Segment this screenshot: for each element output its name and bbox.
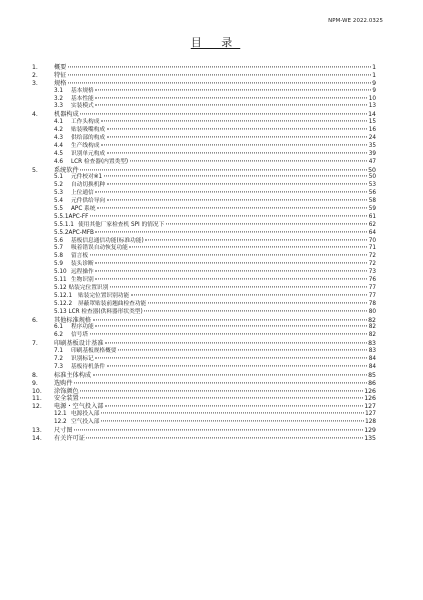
toc-entry[interactable] xyxy=(32,388,376,396)
toc-entry-page: 82 xyxy=(368,332,376,339)
toc-entry-title: 特征 xyxy=(54,71,67,79)
toc-entry-title: 生物识别 xyxy=(71,277,94,284)
toc-entry[interactable] xyxy=(32,340,376,348)
toc-entry[interactable] xyxy=(32,372,376,380)
dot-leader xyxy=(80,114,366,115)
toc-entry-page: 127 xyxy=(365,411,376,418)
toc-entry-page: 73 xyxy=(368,269,376,276)
dot-leader xyxy=(107,136,368,137)
toc-entry-page: 85 xyxy=(368,371,376,379)
dot-leader xyxy=(95,271,367,272)
toc-entry-title: 标准主体构成 xyxy=(54,371,92,379)
toc-entry-page: 84 xyxy=(368,355,376,362)
toc-entry[interactable] xyxy=(32,269,376,277)
toc-entry[interactable] xyxy=(32,435,376,443)
toc-entry-number: 6. xyxy=(32,316,38,324)
toc-entry[interactable] xyxy=(32,64,376,72)
toc-entry-page: 13 xyxy=(368,103,376,110)
toc-entry-title: APC 系统 xyxy=(71,206,96,213)
toc-entry-number: 5.1 xyxy=(54,174,64,181)
dot-leader xyxy=(107,129,368,130)
toc-entry-page: 127 xyxy=(364,403,376,411)
toc-entry-page: 53 xyxy=(368,182,376,189)
dot-leader xyxy=(95,278,367,279)
toc-entry-number: 5.2 xyxy=(54,182,64,189)
toc-entry-title: 生产线构成 xyxy=(71,142,100,149)
toc-entry-number: 4.2 xyxy=(54,127,64,134)
toc-entry-page: 77 xyxy=(368,292,376,299)
toc-entry-page: 83 xyxy=(368,340,376,348)
toc-entry-number: 5.9 xyxy=(54,261,64,268)
toc-entry-number: 5.7 xyxy=(54,245,64,252)
toc-entry-title: 使用其他厂家检查机 SPI 的情况下 xyxy=(78,221,165,228)
toc-entry[interactable] xyxy=(32,261,376,269)
toc-entry-title: 空气投入部 xyxy=(71,419,100,426)
toc-entry-page: 39 xyxy=(368,150,376,157)
dot-leader xyxy=(86,437,362,438)
dot-leader xyxy=(93,374,367,375)
toc-entry-page: 78 xyxy=(368,300,376,307)
toc-entry-page: 129 xyxy=(364,426,376,434)
toc-entry-title: 规格 xyxy=(54,79,67,87)
page-title xyxy=(0,36,423,49)
dot-leader xyxy=(101,144,367,145)
toc-entry[interactable] xyxy=(32,72,376,80)
toc-entry-title: 信号塔 xyxy=(71,332,89,339)
toc-entry-number: 5.5.1.1 xyxy=(54,221,74,228)
toc-entry-page: 62 xyxy=(368,221,376,228)
toc-entry-page: 76 xyxy=(368,277,376,284)
dot-leader xyxy=(130,160,368,161)
dot-leader xyxy=(148,302,368,303)
toc-entry-title: 基板待机条件 xyxy=(71,363,106,370)
toc-entry-number: 3.2 xyxy=(54,95,64,102)
toc-entry[interactable] xyxy=(32,198,376,206)
toc-entry-title: 程序功能 xyxy=(71,324,94,331)
toc-entry-title: 5.12 贴装完位置识别 xyxy=(54,284,109,291)
dot-leader xyxy=(118,349,367,350)
toc-entry-page: 24 xyxy=(368,135,376,142)
table-of-contents xyxy=(32,64,376,443)
toc-entry[interactable] xyxy=(32,206,376,214)
toc-entry-page: 77 xyxy=(368,284,376,291)
dot-leader xyxy=(144,310,367,311)
toc-entry-title: 机器构成 xyxy=(54,111,79,119)
toc-entry-number: 5.3 xyxy=(54,190,64,197)
toc-entry-page: 128 xyxy=(365,419,376,426)
toc-entry-page: 1 xyxy=(372,64,376,71)
toc-entry[interactable] xyxy=(32,364,376,372)
dot-leader xyxy=(95,231,367,232)
toc-entry-page: 82 xyxy=(368,316,376,324)
toc-entry-title: 装头诊断 xyxy=(71,261,94,268)
dot-leader xyxy=(93,319,367,320)
document-header: NPM-WE 2022.0325 xyxy=(328,18,383,24)
toc-entry-page: 135 xyxy=(364,434,376,442)
toc-entry-number: 6.1 xyxy=(54,324,64,331)
toc-entry-title: 5.5.1APC-FF xyxy=(54,213,89,220)
toc-entry-page: 9 xyxy=(372,79,376,87)
toc-entry-page: 50 xyxy=(368,174,376,181)
toc-entry-number: 7.1 xyxy=(54,348,64,355)
toc-entry-number: 4.3 xyxy=(54,135,64,142)
toc-entry-number: 11. xyxy=(32,395,42,403)
toc-entry-number: 4.5 xyxy=(54,150,64,157)
toc-entry-number: 12.1 xyxy=(54,411,67,418)
toc-entry-number: 7.2 xyxy=(54,355,64,362)
page-title-text: 目 录 xyxy=(190,36,241,49)
dot-leader xyxy=(145,239,367,240)
toc-entry-number: 5.5 xyxy=(54,206,64,213)
toc-entry[interactable] xyxy=(32,309,376,317)
dot-leader xyxy=(74,429,363,430)
dot-leader xyxy=(107,152,368,153)
dot-leader xyxy=(95,97,367,98)
toc-entry-title: 尺寸图 xyxy=(54,426,73,434)
dot-leader xyxy=(107,365,368,366)
toc-entry[interactable] xyxy=(32,88,376,96)
toc-entry-number: 12. xyxy=(32,403,42,411)
toc-entry-page: 82 xyxy=(368,324,376,331)
toc-entry-title: 基本规格 xyxy=(71,87,94,94)
toc-entry-page: 61 xyxy=(368,213,376,220)
toc-entry[interactable] xyxy=(32,135,376,143)
toc-entry-page: 64 xyxy=(368,229,376,236)
dot-leader xyxy=(166,223,367,224)
dot-leader xyxy=(105,343,367,344)
toc-entry-number: 2. xyxy=(32,71,38,79)
toc-entry[interactable] xyxy=(32,380,376,388)
toc-entry-title: 5.5.2APC-MFB xyxy=(54,229,94,236)
toc-entry-page: 1 xyxy=(372,71,376,79)
toc-entry-title: 供给部的构成 xyxy=(71,135,106,142)
toc-entry[interactable] xyxy=(32,427,376,435)
toc-entry-title: 印刷基板设计基准 xyxy=(54,340,104,348)
toc-entry[interactable] xyxy=(32,151,376,159)
dot-leader xyxy=(105,406,363,407)
dot-leader xyxy=(95,192,367,193)
toc-entry-page: 35 xyxy=(368,142,376,149)
toc-entry-page: 47 xyxy=(368,158,376,165)
toc-entry-title: 远程操作 xyxy=(71,269,94,276)
toc-entry-title: 留言板 xyxy=(71,253,89,260)
toc-entry[interactable] xyxy=(32,285,376,293)
toc-entry-page: 84 xyxy=(368,363,376,370)
toc-entry-title: 识别单元构成 xyxy=(71,150,106,157)
toc-entry-number: 3. xyxy=(32,79,38,87)
toc-entry-number: 7. xyxy=(32,340,38,348)
dot-leader xyxy=(68,66,371,67)
dot-leader xyxy=(80,398,362,399)
dot-leader xyxy=(95,357,367,358)
toc-entry-title: 概要 xyxy=(54,64,67,71)
toc-entry-number: 8. xyxy=(32,371,38,379)
toc-entry-page: 86 xyxy=(368,379,376,387)
toc-entry[interactable] xyxy=(32,143,376,151)
toc-entry-number: 4.1 xyxy=(54,119,64,126)
toc-entry[interactable] xyxy=(32,127,376,135)
toc-entry[interactable] xyxy=(32,214,376,222)
dot-leader xyxy=(90,215,367,216)
toc-entry-number: 5.6 xyxy=(54,237,64,244)
toc-entry-number: 4. xyxy=(32,111,38,119)
toc-entry-number: 5.8 xyxy=(54,253,64,260)
toc-entry-title: 贴装吸嘴构成 xyxy=(71,127,106,134)
toc-entry[interactable] xyxy=(32,222,376,230)
toc-entry-title: 贴装完位置识别功能 xyxy=(78,292,130,299)
toc-entry-number: 6.2 xyxy=(54,332,64,339)
toc-entry-page: 72 xyxy=(368,253,376,260)
toc-entry[interactable] xyxy=(32,230,376,238)
toc-entry-title: 屏蔽罩贴装前翘曲检查功能 xyxy=(78,300,147,307)
toc-entry-number: 5.11 xyxy=(54,277,67,284)
toc-entry-page: 15 xyxy=(368,119,376,126)
toc-entry-title: 实装模式 xyxy=(71,103,94,110)
dot-leader xyxy=(68,82,371,83)
toc-entry-number: 10. xyxy=(32,387,42,395)
toc-entry-title: 系统软件 xyxy=(54,166,79,174)
toc-entry-title: 元件校对※1 xyxy=(71,174,103,181)
toc-entry-number: 7.3 xyxy=(54,363,64,370)
dot-leader xyxy=(74,382,367,383)
toc-entry-page: 126 xyxy=(364,387,376,395)
toc-entry-title: 5.13 LCR 检查器(供料器形状类型) xyxy=(54,308,143,315)
toc-entry-number: 9. xyxy=(32,379,38,387)
dot-leader xyxy=(80,169,366,170)
toc-entry-number: 14. xyxy=(32,434,42,442)
toc-entry[interactable] xyxy=(32,419,376,427)
toc-entry-page: 10 xyxy=(368,95,376,102)
dot-leader xyxy=(90,334,368,335)
toc-entry-title: 元件供给导向 xyxy=(71,198,106,205)
toc-entry-title: 吸着错误自动恢复功能 xyxy=(71,245,128,252)
toc-entry-number: 5.12.2 xyxy=(54,300,73,307)
toc-entry-title: 工作头构成 xyxy=(71,119,100,126)
toc-entry-page: 83 xyxy=(368,348,376,355)
toc-entry[interactable] xyxy=(32,293,376,301)
dot-leader xyxy=(107,184,368,185)
toc-entry[interactable] xyxy=(32,190,376,198)
dot-leader xyxy=(101,420,364,421)
toc-entry-page: 59 xyxy=(368,206,376,213)
toc-entry-number: 12.2 xyxy=(54,419,67,426)
toc-entry[interactable] xyxy=(32,80,376,88)
dot-leader xyxy=(110,286,367,287)
toc-entry-number: 5.4 xyxy=(54,198,64,205)
dot-leader xyxy=(131,294,368,295)
dot-leader xyxy=(95,89,371,90)
toc-entry-number: 5.12.1 xyxy=(54,292,73,299)
toc-entry-page: 71 xyxy=(368,245,376,252)
toc-entry-number: 4.6 xyxy=(54,158,64,165)
dot-leader xyxy=(97,207,367,208)
dot-leader xyxy=(101,121,367,122)
toc-entry-number: 4.4 xyxy=(54,142,64,149)
toc-entry[interactable] xyxy=(32,403,376,411)
toc-entry[interactable] xyxy=(32,301,376,309)
toc-entry-title: 选购件 xyxy=(54,379,73,387)
toc-entry-title: 上位通信 xyxy=(71,190,94,197)
toc-entry-title: 印刷基板规格概要 xyxy=(71,348,117,355)
toc-entry-number: 13. xyxy=(32,426,42,434)
dot-leader xyxy=(90,255,368,256)
toc-entry[interactable] xyxy=(32,332,376,340)
dot-leader xyxy=(95,105,367,106)
dot-leader xyxy=(80,390,362,391)
dot-leader xyxy=(68,74,371,75)
toc-entry-title: 涂饰颜色 xyxy=(54,387,79,395)
toc-entry-title: 识别标记 xyxy=(71,355,94,362)
dot-leader xyxy=(101,413,364,414)
toc-entry-title: 基板信息通信功能(标准功能) xyxy=(71,237,144,244)
dot-leader xyxy=(104,176,368,177)
toc-entry-number: 1. xyxy=(32,64,38,71)
toc-entry-number: 3.3 xyxy=(54,103,64,110)
toc-entry[interactable] xyxy=(32,348,376,356)
toc-entry-title: 有关许可证 xyxy=(54,434,85,442)
toc-entry-number: 5.10 xyxy=(54,269,67,276)
dot-leader xyxy=(129,247,367,248)
dot-leader xyxy=(95,326,367,327)
toc-entry-page: 70 xyxy=(368,237,376,244)
dot-leader xyxy=(107,200,368,201)
toc-entry-title: 自动切换机种 xyxy=(71,182,106,189)
toc-entry-title: 电源投入部 xyxy=(71,411,100,418)
toc-entry-page: 72 xyxy=(368,261,376,268)
toc-entry-page: 56 xyxy=(368,190,376,197)
toc-entry-page: 9 xyxy=(372,87,376,94)
toc-entry-page: 58 xyxy=(368,198,376,205)
toc-entry[interactable] xyxy=(32,119,376,127)
toc-entry-title: 电源・空气投入部 xyxy=(54,403,104,411)
toc-entry[interactable] xyxy=(32,356,376,364)
toc-entry-title: 其他标准规格 xyxy=(54,316,92,324)
toc-entry-page: 14 xyxy=(368,111,376,119)
dot-leader xyxy=(95,263,367,264)
toc-entry-title: 安全装置 xyxy=(54,395,79,403)
toc-entry[interactable] xyxy=(32,103,376,111)
toc-entry-page: 50 xyxy=(368,166,376,174)
toc-entry-title: LCR 检查器(内置类型) xyxy=(71,158,129,165)
toc-entry-page: 126 xyxy=(364,395,376,403)
toc-entry-title: 基本性能 xyxy=(71,95,94,102)
toc-entry[interactable] xyxy=(32,159,376,167)
toc-entry-number: 3.1 xyxy=(54,87,64,94)
toc-entry-page: 16 xyxy=(368,127,376,134)
toc-entry[interactable] xyxy=(32,411,376,419)
toc-entry-page: 80 xyxy=(368,308,376,315)
toc-entry-number: 5. xyxy=(32,166,38,174)
toc-entry[interactable] xyxy=(32,277,376,285)
